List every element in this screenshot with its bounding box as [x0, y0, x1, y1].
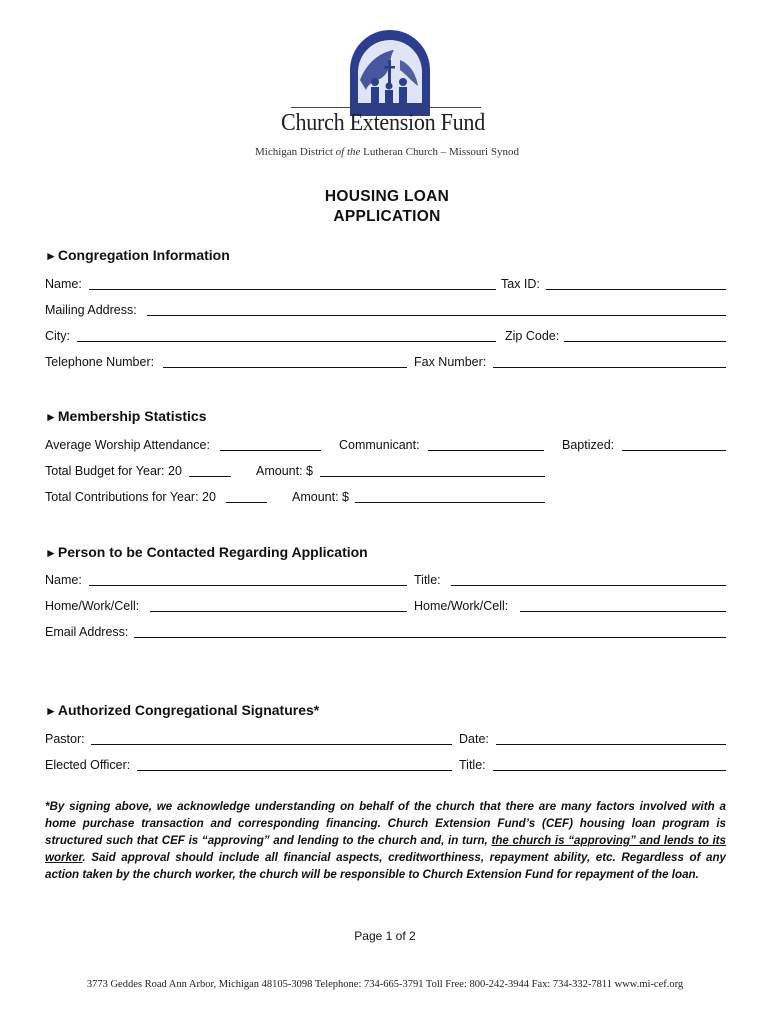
arrow-icon: ► — [45, 546, 57, 560]
contact-phone1-field[interactable] — [150, 611, 407, 612]
footer-contact: 3773 Geddes Road Ann Arbor, Michigan 48105-3098 Telephone: 734-665-3791 Toll Free: 800-242-3944 Fax: 734-332-7811 www.mi-cef.org — [86, 979, 684, 990]
contact-name-field[interactable] — [89, 585, 407, 586]
officer-title-label: Title: — [459, 758, 486, 772]
zip-code-field[interactable] — [564, 341, 726, 342]
date-label: Date: — [459, 732, 489, 746]
org-subtitle: Michigan District of the Lutheran Church – Missouri Synod — [255, 146, 519, 158]
contributions-year-field[interactable] — [226, 502, 267, 503]
section-congregation: ►Congregation Information — [45, 247, 230, 263]
contact-phone1-label: Home/Work/Cell: — [45, 599, 140, 613]
tax-id-field[interactable] — [546, 289, 726, 290]
officer-title-field[interactable] — [493, 770, 726, 771]
contact-title-label: Title: — [414, 573, 441, 587]
city-label: City: — [45, 329, 70, 343]
city-field[interactable] — [77, 341, 496, 342]
congregation-name-label: Name: — [45, 277, 82, 291]
date-field[interactable] — [496, 744, 726, 745]
elected-officer-signature-field[interactable] — [137, 770, 452, 771]
church-extension-fund-logo — [348, 30, 432, 116]
section-signatures: ►Authorized Congregational Signatures* — [45, 702, 320, 718]
contributions-amount-field[interactable] — [355, 502, 545, 503]
mailing-address-field[interactable] — [147, 315, 726, 316]
budget-year-field[interactable] — [189, 476, 231, 477]
title-line-2: APPLICATION — [333, 208, 441, 225]
attendance-label: Average Worship Attendance: — [45, 438, 210, 452]
budget-year-label: Total Budget for Year: 20 — [45, 464, 182, 478]
pastor-signature-field[interactable] — [91, 744, 452, 745]
attendance-field[interactable] — [220, 450, 321, 451]
section-membership: ►Membership Statistics — [45, 408, 207, 424]
logo-rule — [291, 107, 481, 108]
congregation-name-field[interactable] — [89, 289, 496, 290]
communicant-label: Communicant: — [339, 438, 420, 452]
contact-email-label: Email Address: — [45, 625, 129, 639]
title-line-1: HOUSING LOAN — [324, 188, 450, 205]
contributions-amount-label: Amount: $ — [292, 490, 349, 504]
mailing-address-label: Mailing Address: — [45, 303, 137, 317]
telephone-field[interactable] — [163, 367, 407, 368]
tax-id-label: Tax ID: — [501, 277, 540, 291]
arrow-icon: ► — [45, 410, 57, 424]
contact-email-field[interactable] — [134, 637, 726, 638]
note-underlined: the church is “approving” and lends to its worker — [45, 834, 726, 864]
document-title — [285, 187, 489, 227]
fax-field[interactable] — [493, 367, 726, 368]
contact-phone2-label: Home/Work/Cell: — [414, 599, 509, 613]
baptized-label: Baptized: — [562, 438, 615, 452]
page-number: Page 1 of 2 — [354, 929, 416, 943]
zip-code-label: Zip Code: — [505, 329, 560, 343]
contact-name-label: Name: — [45, 573, 82, 587]
fax-label: Fax Number: — [414, 355, 487, 369]
elected-officer-label: Elected Officer: — [45, 758, 131, 772]
contact-phone2-field[interactable] — [520, 611, 726, 612]
arrow-icon: ► — [45, 249, 57, 263]
section-contact: ►Person to be Contacted Regarding Application — [45, 544, 368, 560]
communicant-field[interactable] — [428, 450, 544, 451]
arrow-icon: ► — [45, 704, 57, 718]
baptized-field[interactable] — [622, 450, 726, 451]
pastor-label: Pastor: — [45, 732, 85, 746]
contributions-year-label: Total Contributions for Year: 20 — [45, 490, 216, 504]
contact-title-field[interactable] — [451, 585, 726, 586]
budget-amount-field[interactable] — [320, 476, 545, 477]
acknowledgement-note: *By signing above, we acknowledge understanding on behalf of the church that there are many factors involved with a home purchase transaction and corresponding financing. Church Extension Fund’s (CEF) housing loan program is structured such that CEF is “approving” and lending to the church and, in turn, the church is “approving” and lends to its worker. Said approval should include all financial aspects, creditworthiness, repayment ability, etc. Regardless of any action taken by the church worker, the church will be responsible to Church Extension Fund for repayment of the loan. — [45, 800, 726, 881]
budget-amount-label: Amount: $ — [256, 464, 313, 478]
org-name: Church Extension Fund — [281, 110, 485, 136]
telephone-label: Telephone Number: — [45, 355, 155, 369]
